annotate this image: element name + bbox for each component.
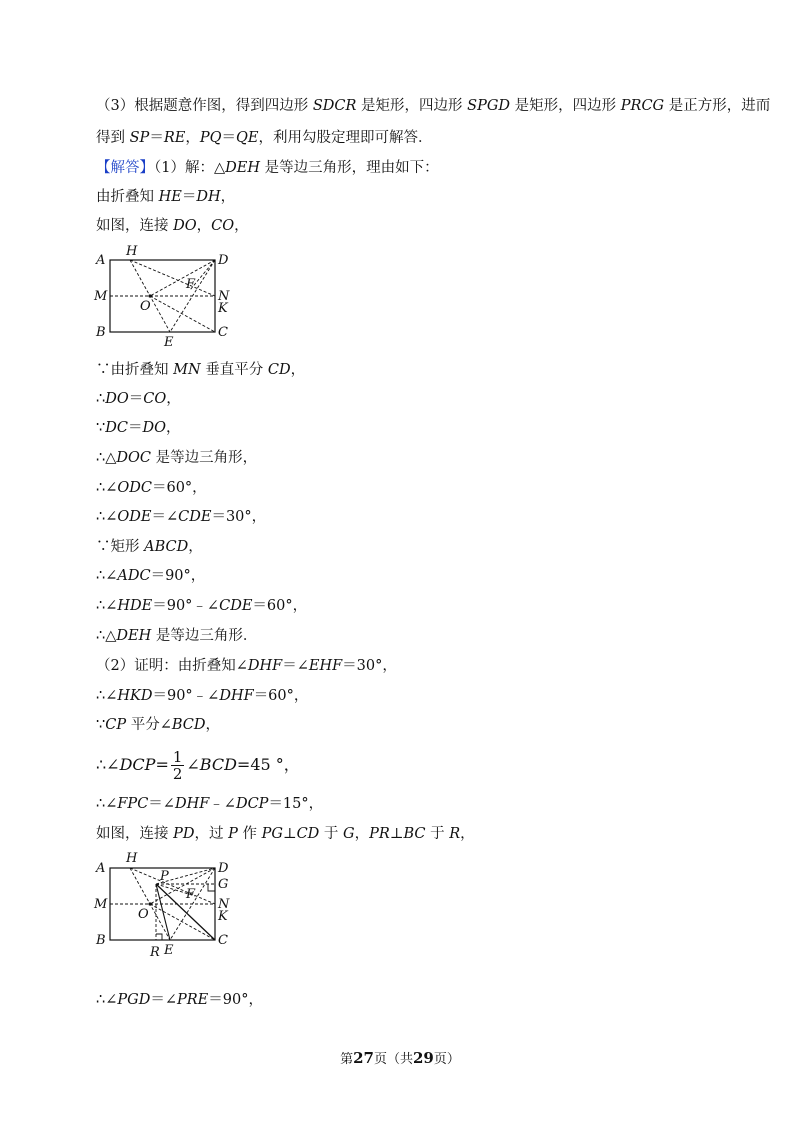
- svg-text:K: K: [218, 301, 228, 316]
- page-number: 27: [353, 1049, 374, 1067]
- fraction: $\frac{1}{2}$: [172, 748, 183, 783]
- page-footer: 第27页（共29页）: [340, 1049, 460, 1067]
- svg-text:D: D: [218, 861, 229, 876]
- svg-text:H: H: [126, 851, 138, 866]
- proof2-line-1: （2）证明：由折叠知∠DHF＝∠EHF＝30°，: [96, 658, 397, 674]
- svg-text:E: E: [164, 943, 174, 958]
- svg-text:A: A: [96, 253, 106, 268]
- svg-text:P: P: [160, 869, 169, 884]
- svg-text:K: K: [218, 909, 228, 924]
- last-line: ∴∠PGD＝∠PRE＝90°，: [96, 992, 263, 1008]
- proof2-line-2: ∴∠HKD＝90°﹣∠DHF＝60°，: [96, 688, 309, 704]
- proof1-line-4: ∴△DOC 是等边三角形，: [96, 450, 258, 466]
- answer-tag: 【解答】: [96, 160, 154, 176]
- svg-text:M: M: [94, 897, 108, 912]
- svg-text:F: F: [186, 277, 196, 292]
- svg-text:N: N: [218, 897, 230, 912]
- proof1-line-7: ∵矩形 ABCD，: [96, 539, 203, 555]
- svg-text:D: D: [218, 253, 229, 268]
- svg-text:A: A: [96, 861, 106, 876]
- proof1-line-2: ∴DO＝CO，: [96, 391, 181, 407]
- svg-text:R: R: [150, 945, 160, 960]
- proof2-line-3: ∵CP 平分∠BCD，: [96, 717, 221, 733]
- hint-line-1: （3）根据题意作图，得到四边形 SDCR 是矩形，四边形 SPGD 是矩形，四边形 PRCG 是正方形，进而: [96, 98, 771, 114]
- svg-text:E: E: [164, 335, 174, 350]
- svg-text:C: C: [218, 325, 228, 340]
- proof1-line-10: ∴△DEH 是等边三角形．: [96, 628, 258, 644]
- svg-text:H: H: [126, 244, 138, 259]
- proof3-line-2: 如图，连接 PD，过 P 作 PG⊥CD 于 G，PR⊥BC 于 R，: [96, 826, 475, 842]
- proof1-line-6: ∴∠ODE＝∠CDE＝30°，: [96, 509, 267, 525]
- answer-line-1: 【解答】（1）解：△DEH 是等边三角形，理由如下：: [96, 160, 439, 176]
- figure-1: [90, 242, 240, 352]
- answer-line-3: 如图，连接 DO，CO，: [96, 218, 249, 234]
- hint-line-2: 得到 SP＝RE，PQ＝QE，利用勾股定理即可解答．: [96, 130, 433, 146]
- svg-text:B: B: [96, 325, 106, 340]
- proof1-line-9: ∴∠HDE＝90°﹣∠CDE＝60°，: [96, 598, 308, 614]
- formula-line: ∴∠DCP= $\frac{1}{2}$ ∠BCD=45 °，: [96, 748, 300, 783]
- svg-text:B: B: [96, 933, 106, 948]
- svg-text:F: F: [186, 887, 196, 902]
- svg-text:M: M: [94, 289, 108, 304]
- svg-text:O: O: [138, 907, 149, 922]
- proof1-line-1: ∵由折叠知 MN 垂直平分 CD，: [96, 362, 306, 378]
- svg-text:N: N: [218, 289, 230, 304]
- proof1-line-8: ∴∠ADC＝90°，: [96, 568, 206, 584]
- proof1-line-5: ∴∠ODC＝60°，: [96, 480, 207, 496]
- page-total: 29: [413, 1049, 434, 1067]
- answer-line-2: 由折叠知 HE＝DH，: [96, 189, 236, 205]
- proof3-line-1: ∴∠FPC＝∠DHF﹣∠DCP＝15°，: [96, 796, 324, 812]
- proof1-line-3: ∵DC＝DO，: [96, 420, 181, 436]
- svg-text:O: O: [140, 299, 151, 314]
- figure-2: [90, 848, 240, 960]
- svg-text:C: C: [218, 933, 228, 948]
- svg-text:G: G: [218, 877, 229, 892]
